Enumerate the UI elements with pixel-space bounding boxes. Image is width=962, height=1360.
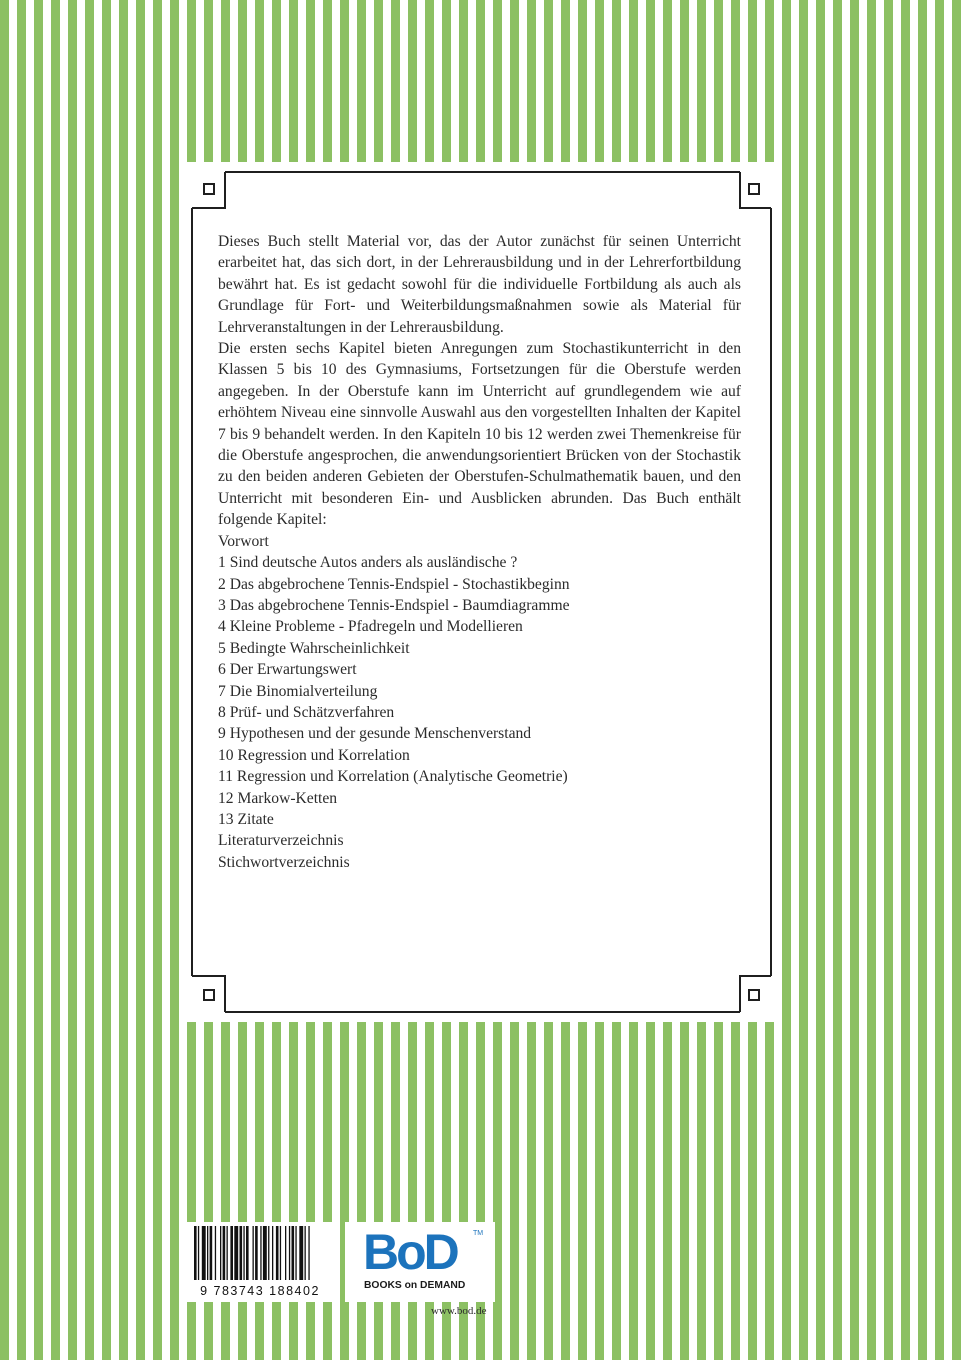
- chapter-item: 9 Hypothesen und der gesunde Menschenverstand: [218, 725, 532, 743]
- bod-logo: BoD: [363, 1224, 457, 1280]
- publisher-website: www.bod.de: [431, 1305, 487, 1317]
- chapter-item: 2 Das abgebrochene Tennis-Endspiel - Stochastikbeginn: [218, 575, 570, 593]
- publisher-logo: [345, 1222, 495, 1302]
- back-cover-text: [218, 231, 741, 873]
- chapter-list: [218, 531, 741, 874]
- chapter-item: Stichwortverzeichnis: [218, 853, 350, 871]
- chapter-item: 3 Das abgebrochene Tennis-Endspiel - Baumdiagramme: [218, 596, 570, 614]
- chapter-item: Vorwort: [218, 532, 269, 550]
- trademark-mark: TM: [473, 1230, 484, 1237]
- chapter-item: 8 Prüf- und Schätzverfahren: [218, 703, 395, 721]
- chapter-item: 12 Markow-Ketten: [218, 789, 338, 807]
- barcode-icon: [182, 1222, 338, 1284]
- chapter-item: 10 Regression und Korrelation: [218, 746, 410, 764]
- isbn-number: 9 783743 188402: [200, 1284, 320, 1298]
- description-paragraph: Die ersten sechs Kapitel bieten Anregungen zum Stochastikunterricht in den Klassen 5 bis 10 des Gymnasiums, Fortsetzungen für die Oberstufe werden angegeben. In der Oberstufe kann im Unterricht auf grundlegendem wie auf erhöhtem Niveau eine sinnvolle Auswahl aus den vorgestellten Inhalten der Kapitel 7 bis 9 behandelt werden. In den Kapiteln 10 bis 12 werden zwei Themenkreise für die Oberstufe angesprochen, die anwendungsorientiert Brücken von der Stochastik zu den beiden anderen Gebieten der Oberstufen-Schulmathematik bauen, und den Unterricht mit besonderen Ein- und Ausblicken abrunden. Das Buch enthält folgende Kapitel:: [218, 340, 741, 529]
- publisher-tagline: BOOKS on DEMAND: [364, 1280, 466, 1291]
- chapter-item: 4 Kleine Probleme - Pfadregeln und Modellieren: [218, 618, 523, 636]
- description-paragraph: Dieses Buch stellt Material vor, das der Autor zunächst für seinen Unterricht erarbeitet hat, das sich dort, in der Lehrerausbildung und in der Lehrerfortbildung bewährt hat. Es ist gedacht sowohl für die individuelle Fortbildung als auch als Grundlage für Fort- und Weiterbildungsmaßnahmen sowie als Material für Lehrveranstaltungen in der Lehrerausbildung.: [218, 233, 741, 336]
- chapter-item: 7 Die Binomialverteilung: [218, 682, 378, 700]
- barcode: [182, 1222, 338, 1302]
- chapter-item: 1 Sind deutsche Autos anders als ausländische ?: [218, 554, 518, 572]
- chapter-item: 13 Zitate: [218, 810, 274, 828]
- description: [218, 231, 741, 531]
- chapter-item: 6 Der Erwartungswert: [218, 661, 357, 679]
- chapter-item: 5 Bedingte Wahrscheinlichkeit: [218, 639, 410, 657]
- chapter-item: 11 Regression und Korrelation (Analytische Geometrie): [218, 768, 568, 786]
- chapter-item: Literaturverzeichnis: [218, 832, 344, 850]
